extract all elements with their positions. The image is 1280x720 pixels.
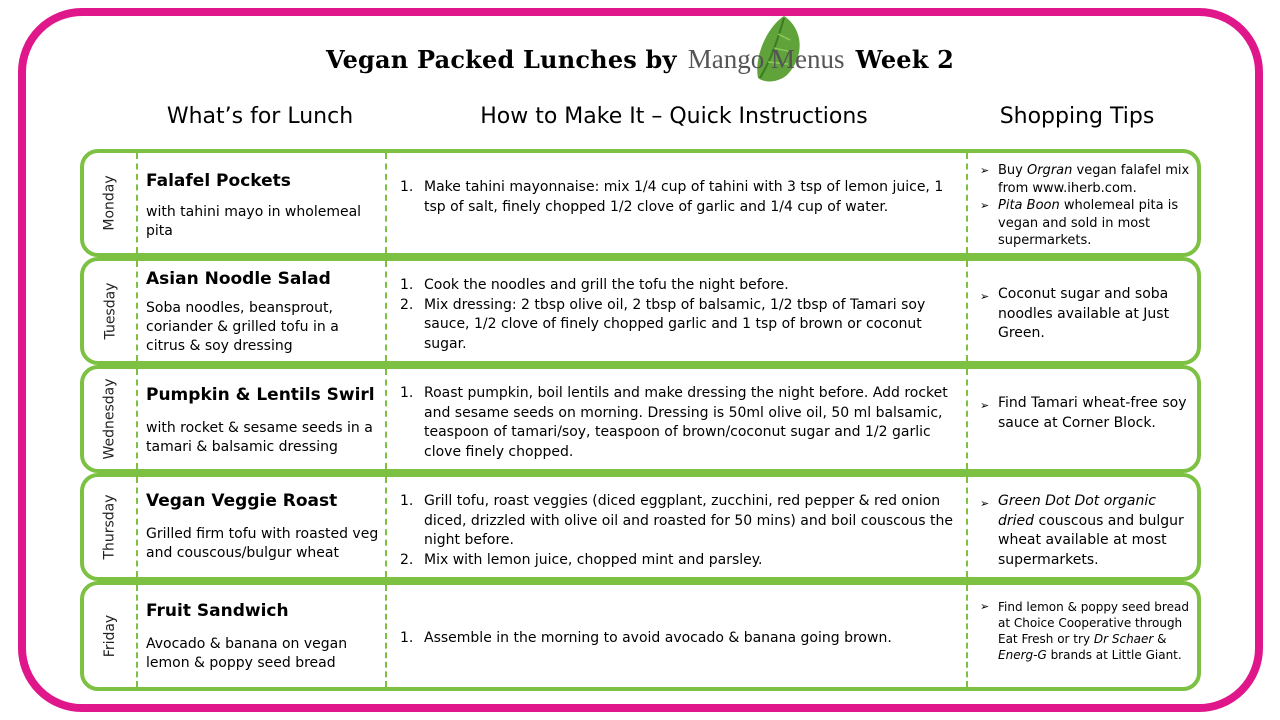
step-text: Mix with lemon juice, chopped mint and parsley. [424,551,763,568]
shopping-tips [980,599,1194,663]
lunch-name: Fruit Sandwich [146,601,289,621]
table-row-friday [80,581,1201,691]
brand-name-italic: Green Dot Dot organic dried [998,493,1156,529]
lunch-cell [146,383,382,457]
column-divider [385,477,387,577]
column-divider [966,153,968,253]
shopping-tips [980,285,1194,344]
lunch-description: Grilled firm tofu with roasted veg and couscous/bulgur wheat [146,526,379,561]
step-text: Make tahini mayonnaise: mix 1/4 cup of tahini with 3 tsp of lemon juice, 1 tsp of salt, finely chopped 1/2 clove of garlic and 1/4 cup of water. [424,179,944,215]
instruction-step [400,384,955,462]
lunch-name: Falafel Pockets [146,171,291,191]
column-divider [136,369,138,469]
step-text: Assemble in the morning to avoid avocado & banana going brown. [424,630,892,646]
tip-item: ➢ Coconut sugar and soba noodles available at Just Green. [980,286,1170,341]
shopping-tips [980,492,1194,570]
table-row-thursday [80,473,1201,581]
column-divider [966,477,968,577]
brand-name: Mango Menus [687,44,845,74]
instruction-step [400,492,955,551]
arrowhead-bullet-icon: ➢ [980,600,990,613]
step-text: Grill tofu, roast veggies (diced eggplant, zucchini, red pepper & red onion diced, drizzled with olive oil and roasted for 50 mins) and boil couscous the night before. [424,493,954,548]
column-divider [136,477,138,577]
instruction-step [400,629,955,649]
title-suffix: Week 2 [855,45,955,74]
tip-item: ➢ Find lemon & poppy seed bread at Choice Cooperative through Eat Fresh or try Dr Schaer & Energ-G brands at Little Giant. [980,600,1189,662]
tip-item: ➢ Pita Boon wholemeal pita is vegan and sold in most supermarkets. [980,198,1179,248]
arrowhead-bullet-icon: ➢ [980,164,990,177]
instruction-list [400,492,955,570]
instruction-step [400,296,955,355]
brand-name-italic: Dr Schaer [1093,632,1154,646]
brand-name-italic: Energ-G [998,648,1047,662]
day-label: Tuesday [102,282,118,340]
lunch-name: Asian Noodle Salad [146,269,331,289]
day-label: Thursday [102,494,119,560]
arrowhead-bullet-icon: ➢ [980,199,990,212]
page-title [0,44,1280,88]
column-divider [385,153,387,253]
lunch-cell [146,599,382,673]
column-divider [966,585,968,687]
arrowhead-bullet-icon: ➢ [980,497,990,510]
tip-item: ➢ Green Dot Dot organic dried couscous and bulgur wheat available at most supermarkets. [980,493,1184,568]
column-header-lunch: What’s for Lunch [166,104,354,129]
column-divider [966,261,968,361]
day-label: Friday [102,614,118,658]
step-text: Cook the noodles and grill the tofu the night before. [424,277,789,293]
table-row-monday [80,149,1201,257]
column-divider [966,369,968,469]
instruction-step [400,551,955,571]
instruction-list [400,178,955,217]
arrowhead-bullet-icon: ➢ [980,290,990,303]
lunch-cell [146,169,382,241]
shopping-tips [980,162,1194,250]
table-row-wednesday [80,365,1201,473]
lunch-cell [146,489,382,563]
instruction-step [400,276,955,296]
lunch-description: Soba noodles, beansprout, coriander & grilled tofu in a citrus & soy dressing [146,300,339,354]
step-text: Mix dressing: 2 tbsp olive oil, 2 tbsp of balsamic, 1/2 tbsp of Tamari soy sauce, 1/2 clove of finely chopped garlic and 1 tsp of brown or coconut sugar. [424,296,926,352]
column-header-instructions: How to Make It – Quick Instructions [480,104,868,129]
lunch-cell [146,267,382,356]
instruction-step [400,178,955,217]
step-number: 2. [400,551,414,568]
step-number: 1. [400,179,414,195]
step-number: 1. [400,277,414,293]
column-divider [136,585,138,687]
lunch-description: Avocado & banana on vegan lemon & poppy seed bread [146,636,348,671]
brand-name-italic: Pita Boon [998,198,1060,213]
lunch-description: with tahini mayo in wholemeal pita [146,204,362,239]
column-divider [385,369,387,469]
tip-item: ➢ Buy Orgran vegan falafel mix from www.iherb.com. [980,163,1190,196]
lunch-description: with rocket & sesame seeds in a tamari & balsamic dressing [146,420,373,455]
step-number: 2. [400,296,414,313]
instruction-list [400,629,955,649]
lunch-name: Pumpkin & Lentils Swirl [146,385,375,405]
brand-name-italic: Orgran [1026,163,1073,178]
shopping-tips [980,394,1194,433]
column-header-shopping: Shopping Tips [999,104,1155,129]
column-divider [136,261,138,361]
instruction-list [400,276,955,354]
step-number: 1. [400,630,414,646]
step-number: 1. [400,493,414,509]
table-row-tuesday [80,257,1201,365]
column-divider [385,585,387,687]
tip-item: ➢ Find Tamari wheat-free soy sauce at Corner Block. [980,395,1187,431]
step-text: Roast pumpkin, boil lentils and make dressing the night before. Add rocket and sesame seeds on morning. Dressing is 50ml olive oil, 50 ml balsamic, teaspoon of tamari/soy, teaspoon of brown/coconut sugar and 1/2 garlic clove finely chopped. [424,385,948,460]
day-label: Wednesday [102,378,118,460]
instruction-list [400,384,955,462]
title-prefix: Vegan Packed Lunches by [325,45,677,74]
arrowhead-bullet-icon: ➢ [980,399,990,412]
brand-logo [688,44,845,75]
day-label: Monday [102,175,118,231]
lunch-name: Vegan Veggie Roast [146,491,338,511]
column-divider [136,153,138,253]
step-number: 1. [400,385,414,401]
column-divider [385,261,387,361]
